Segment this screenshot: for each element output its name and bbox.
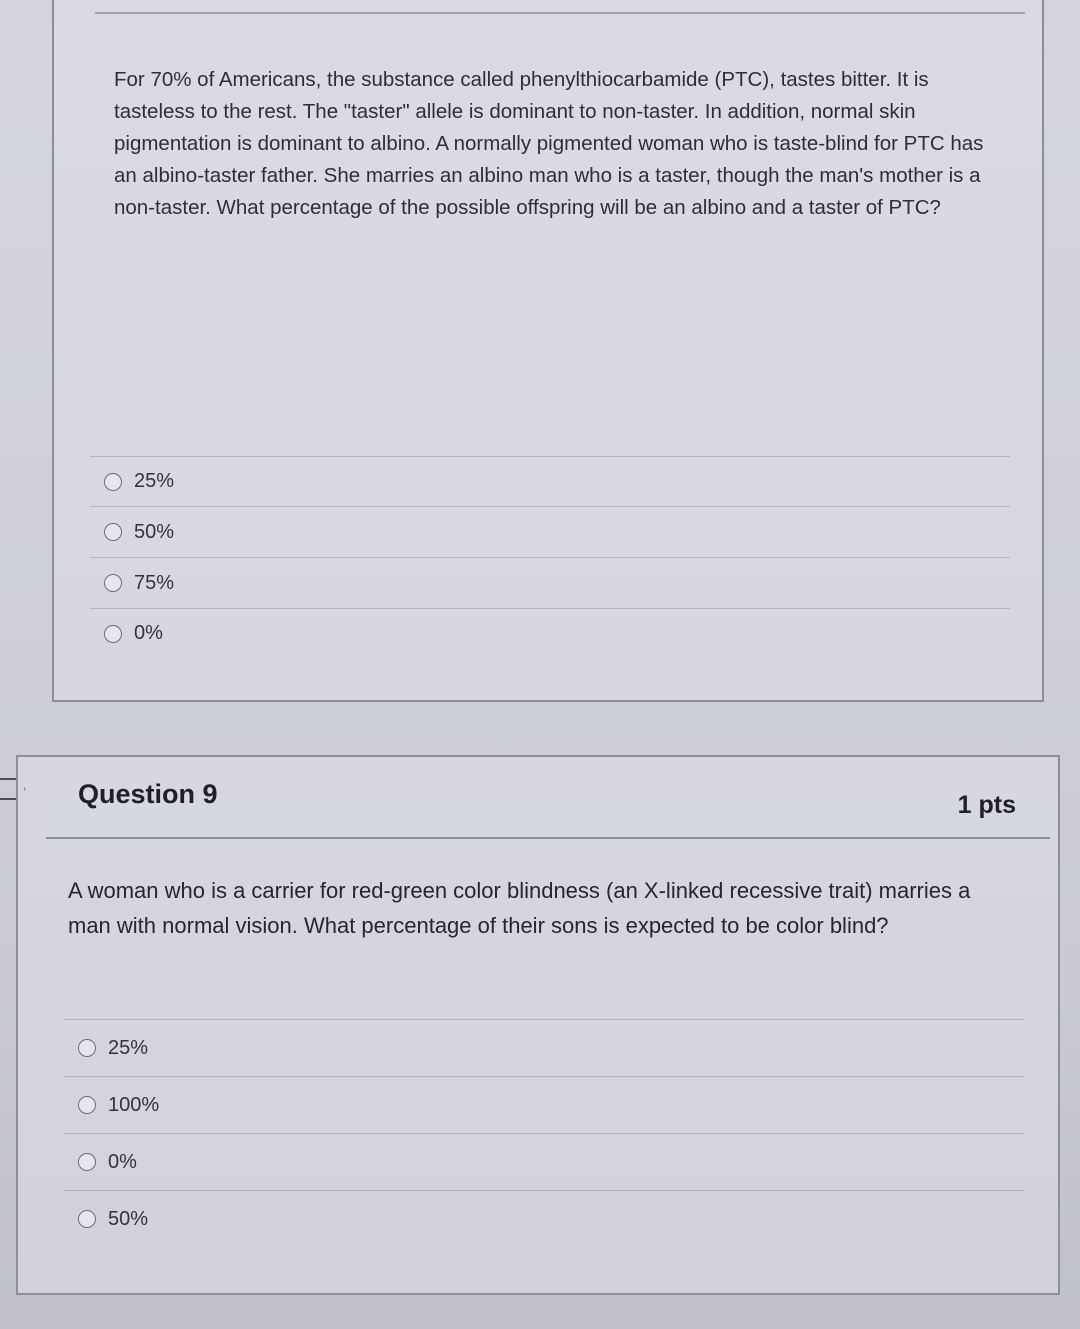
question-title: Question 9 — [78, 779, 218, 809]
radio-button-icon[interactable] — [78, 1210, 96, 1228]
answer-label: 25% — [108, 1036, 149, 1059]
answer-option[interactable] — [90, 608, 1010, 658]
answer-label: 0% — [134, 622, 163, 644]
question-9-answers — [64, 1019, 1024, 1247]
answer-option[interactable] — [64, 1133, 1024, 1190]
answer-label: 100% — [108, 1093, 160, 1116]
answer-option[interactable] — [64, 1076, 1024, 1133]
answer-option[interactable] — [90, 456, 1010, 506]
answer-label: 50% — [108, 1207, 149, 1230]
question-8-answers — [90, 456, 1010, 658]
question-9-text: A woman who is a carrier for red-green color blindness (an X-linked recessive trait) marries a man with normal vision. What percentage of their sons is expected to be color blind? — [68, 878, 971, 938]
radio-button-icon[interactable] — [104, 625, 122, 643]
answer-option[interactable] — [64, 1190, 1024, 1247]
radio-button-icon[interactable] — [104, 523, 122, 541]
question-points: 1 pts — [957, 791, 1016, 819]
divider — [95, 12, 1025, 14]
question-9-header — [46, 765, 1050, 839]
answer-label: 75% — [134, 571, 175, 594]
radio-button-icon[interactable] — [104, 574, 122, 592]
answer-option[interactable] — [64, 1019, 1024, 1076]
question-9-panel — [16, 755, 1060, 1295]
radio-button-icon[interactable] — [78, 1096, 96, 1114]
question-8-panel — [52, 0, 1044, 702]
question-8-text: For 70% of Americans, the substance called phenylthiocarbamide (PTC), tastes bitter. It is tasteless to the rest. The "taster" allele is dominant to non-taster. In addition, normal skin pigmentation is dominant to albino. A normally pigmented woman who is taste-blind for PTC has an albino-taster father. She marries an albino man who is a taster, though the man's mother is a non-taster. What percentage of the possible offspring will be an albino and a taster of PTC? — [114, 68, 984, 219]
radio-button-icon[interactable] — [78, 1153, 96, 1171]
radio-button-icon[interactable] — [104, 473, 122, 491]
answer-label: 50% — [134, 520, 175, 543]
answer-option[interactable] — [90, 557, 1010, 608]
answer-label: 25% — [134, 470, 175, 492]
answer-label: 0% — [108, 1150, 137, 1173]
answer-option[interactable] — [90, 506, 1010, 557]
radio-button-icon[interactable] — [78, 1039, 96, 1057]
